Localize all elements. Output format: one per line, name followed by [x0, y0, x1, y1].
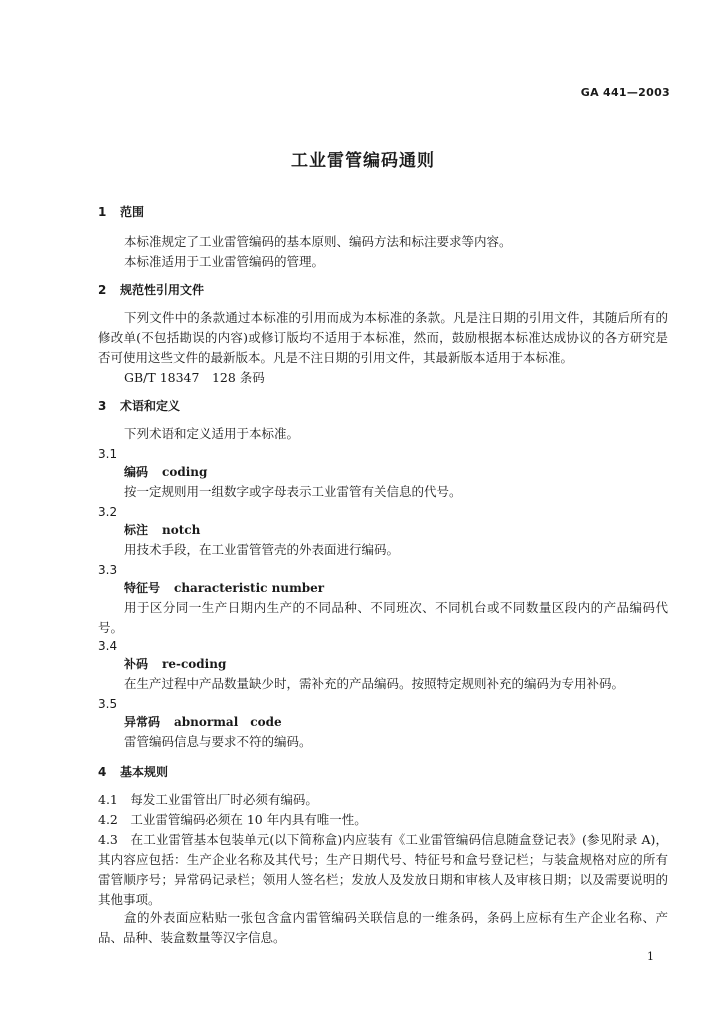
term-english: re-coding [162, 657, 227, 671]
term-chinese: 标注 [124, 523, 149, 537]
term-heading [124, 578, 324, 598]
term-chinese: 特征号 [124, 581, 161, 595]
term-heading [124, 520, 200, 540]
section-number: 4 [98, 765, 107, 779]
rule-4-3: 4.3 在工业雷管基本包装单元(以下简称盒)内应装有《工业雷管编码信息随盒登记表》(参见附录 A)，其内容应包括：生产企业名称及其代号；生产日期代号、特征号和盒号登记栏；与装盒规格对应的所有雷管顺序号；异常码记录栏；领用人签名栏；发放人及发放日期和审核人及审核日期；以及需要说明的其他事项。 [98, 832, 668, 907]
section-2-reference: GB/T 18347 128 条码 [124, 370, 265, 385]
section-2-heading [98, 280, 204, 300]
term-definition: 用于区分同一生产日期内生产的不同品种、不同班次、不同机台或不同数量区段内的产品编码代号。 [98, 600, 668, 635]
section-number: 2 [98, 283, 107, 297]
term-definition: 在生产过程中产品数量缺少时，需补充的产品编码。按照特定规则补充的编码为专用补码。 [124, 676, 625, 691]
term-number: 3.1 [98, 447, 118, 461]
page-number: 1 [647, 950, 654, 963]
standard-code: GA 441—2003 [580, 86, 670, 99]
rule-4-3-paragraph-2: 盒的外表面应粘贴一张包含盒内雷管编码关联信息的一维条码，条码上应标有生产企业名称、产品、品种、装盒数量等汉字信息。 [98, 910, 668, 945]
section-number: 3 [98, 399, 107, 413]
term-chinese: 编码 [124, 465, 149, 479]
section-4-heading [98, 762, 168, 782]
term-english: notch [162, 523, 201, 537]
rule-4-1: 4.1 每发工业雷管出厂时必须有编码。 [98, 792, 318, 807]
term-chinese: 异常码 [124, 715, 161, 729]
term-heading [124, 654, 226, 674]
term-number: 3.3 [98, 563, 118, 577]
section-2-paragraph: 下列文件中的条款通过本标准的引用而成为本标准的条款。凡是注日期的引用文件，其随后所有的修改单(不包括勘误的内容)或修订版均不适用于本标准，然而，鼓励根据本标准达成协议的各方研究是否可使用这些文件的最新版本。凡是不注日期的引用文件，其最新版本适用于本标准。 [98, 310, 668, 365]
rule-4-2: 4.2 工业雷管编码必须在 10 年内具有唯一性。 [98, 812, 367, 827]
term-heading [124, 462, 207, 482]
section-1-heading [98, 202, 144, 222]
document-title: 工业雷管编码通则 [291, 151, 435, 171]
term-english: abnormal code [174, 715, 282, 729]
term-number: 3.2 [98, 505, 118, 519]
section-1-paragraph-2: 本标准适用于工业雷管编码的管理。 [124, 254, 325, 269]
section-3-heading [98, 396, 180, 416]
term-heading [124, 712, 282, 732]
term-definition: 雷管编码信息与要求不符的编码。 [124, 734, 312, 749]
term-definition: 按一定规则用一组数字或字母表示工业雷管有关信息的代号。 [124, 484, 462, 499]
term-english: characteristic number [174, 581, 325, 595]
term-english: coding [162, 465, 208, 479]
section-number: 1 [98, 205, 107, 219]
term-number: 3.5 [98, 697, 118, 711]
term-definition: 用技术手段，在工业雷管管壳的外表面进行编码。 [124, 542, 400, 557]
section-title: 范围 [120, 205, 145, 219]
term-number: 3.4 [98, 639, 118, 653]
section-1-paragraph-1: 本标准规定了工业雷管编码的基本原则、编码方法和标注要求等内容。 [124, 234, 512, 249]
section-title: 术语和定义 [120, 399, 181, 413]
section-3-intro: 下列术语和定义适用于本标准。 [124, 426, 300, 441]
section-title: 规范性引用文件 [120, 283, 205, 297]
term-chinese: 补码 [124, 657, 149, 671]
section-title: 基本规则 [120, 765, 169, 779]
